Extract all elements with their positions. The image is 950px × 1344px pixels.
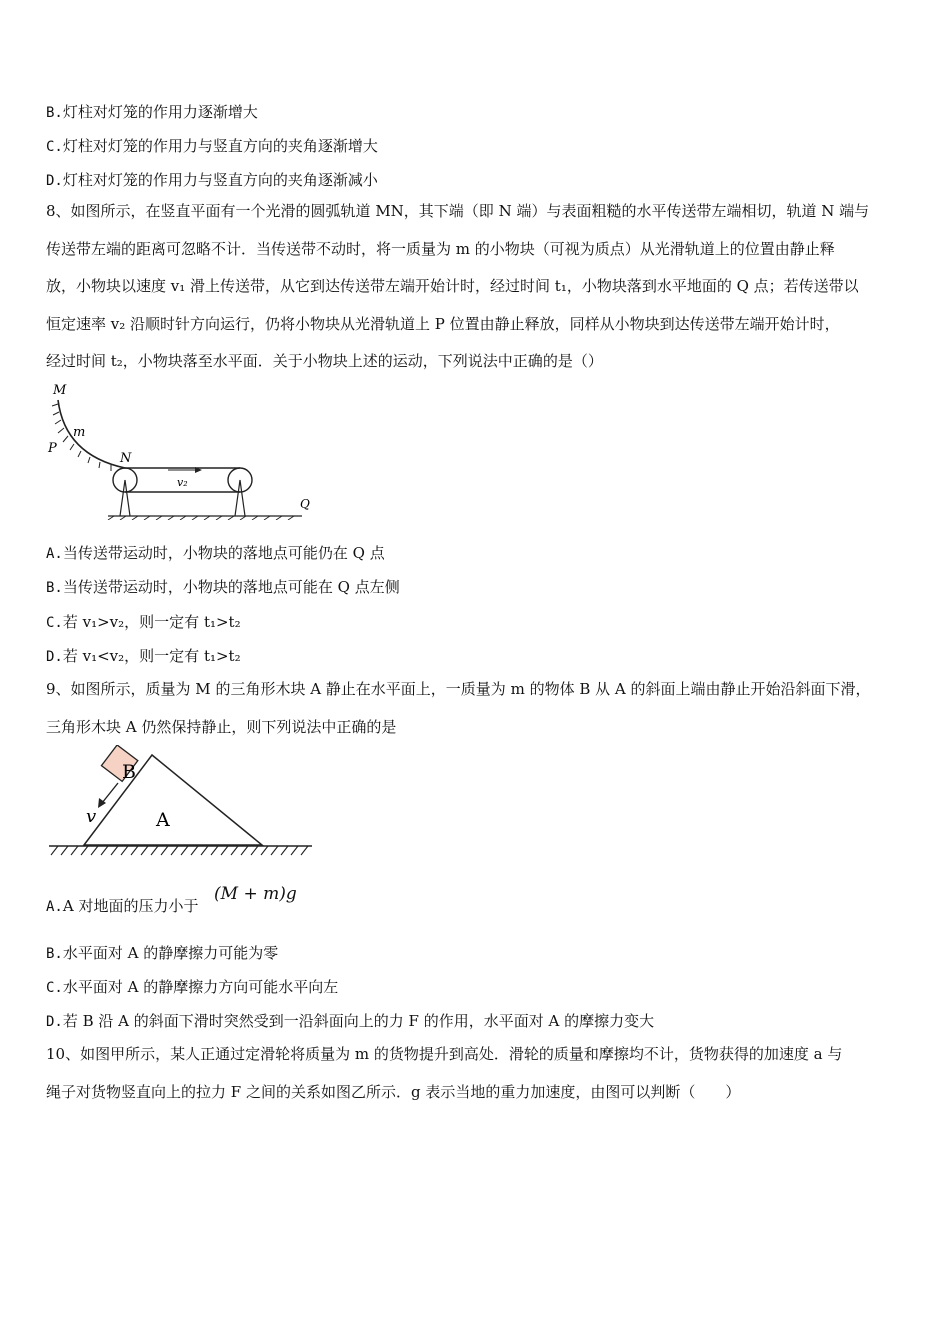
q8-stem-line: 传送带左端的距离可忽略不计．当传送带不动时，将一质量为 m 的小物块（可视为质点）从光滑轨道上的位置由静止释	[46, 239, 835, 258]
q8-stem	[46, 193, 912, 381]
label-A: A	[156, 809, 170, 831]
q9-option-d: D.若 B 沿 A 的斜面下滑时突然受到一沿斜面向上的力 F 的作用，水平面对 A 的摩擦力变大	[46, 1012, 655, 1030]
q10-stem-line: 10、如图甲所示，某人正通过定滑轮将质量为 m 的货物提升到高处．滑轮的质量和摩擦均不计，货物获得的加速度 a 与	[46, 1045, 843, 1063]
q8-option-a: A.当传送带运动时，小物块的落地点可能仍在 Q 点	[46, 544, 385, 562]
label-B: B	[122, 761, 136, 783]
q8-stem-line: 8、如图所示，在竖直平面有一个光滑的圆弧轨道 MN，其下端（即 N 端）与表面粗糙的水平传送带左端相切，轨道 N 端与	[46, 202, 870, 220]
q7-option-d: D.灯柱对灯笼的作用力与竖直方向的夹角逐渐减小	[46, 171, 378, 189]
label-m: m	[73, 425, 86, 440]
q9-option-c: C.水平面对 A 的静摩擦力方向可能水平向左	[46, 978, 339, 996]
label-Q: Q	[300, 497, 310, 511]
q9-stem-line: 9、如图所示，质量为 M 的三角形木块 A 静止在水平面上，一质量为 m 的物体 B 从 A 的斜面上端由静止开始沿斜面下滑，	[46, 680, 871, 698]
q8-stem-line: 恒定速率 v₂ 沿顺时针方向运行，仍将小物块从光滑轨道上 P 位置由静止释放，同样从小物块到达传送带左端开始计时，	[46, 314, 840, 333]
q8-stem-line: 放，小物块以速度 v₁ 滑上传送带，从它到达传送带左端开始计时，经过时间 t₁，小物块落到水平地面的 Q 点；若传送带以	[46, 277, 859, 295]
q8-stem-line: 经过时间 t₂，小物块落至水平面．关于小物块上述的运动，下列说法中正确的是（）	[46, 352, 603, 370]
q8-option-b: B.当传送带运动时，小物块的落地点可能在 Q 点左侧	[46, 578, 400, 596]
q9-wedge-figure	[44, 745, 316, 865]
q8-option-c: C.若 v₁>v₂，则一定有 t₁>t₂	[46, 613, 241, 631]
q8-conveyor-figure	[40, 380, 330, 520]
label-v: v	[86, 806, 97, 827]
velocity-arrow	[102, 783, 118, 803]
label-P: P	[48, 441, 57, 456]
arc-track	[58, 400, 125, 468]
q9-stem	[46, 671, 912, 746]
label-M: M	[53, 383, 67, 398]
label-N: N	[120, 451, 132, 466]
q9-option-a-formula: (M + m)g	[214, 884, 297, 904]
q9-option-a: A.A 对地面的压力小于	[46, 897, 199, 915]
ground-hatching	[51, 846, 308, 855]
q7-option-c: C.灯柱对灯笼的作用力与竖直方向的夹角逐渐增大	[46, 137, 378, 155]
q8-option-d: D.若 v₁<v₂，则一定有 t₁>t₂	[46, 647, 241, 665]
q9-option-b: B.水平面对 A 的静摩擦力可能为零	[46, 944, 279, 962]
q9-stem-line: 三角形木块 A 仍然保持静止，则下列说法中正确的是	[46, 717, 397, 736]
q10-stem	[46, 1036, 912, 1111]
q10-stem-line: 绳子对货物竖直向上的拉力 F 之间的关系如图乙所示．g 表示当地的重力加速度，由图可以判断（ ）	[46, 1082, 741, 1101]
q7-option-b: B.灯柱对灯笼的作用力逐渐增大	[46, 103, 258, 121]
label-v2: v₂	[177, 476, 188, 489]
